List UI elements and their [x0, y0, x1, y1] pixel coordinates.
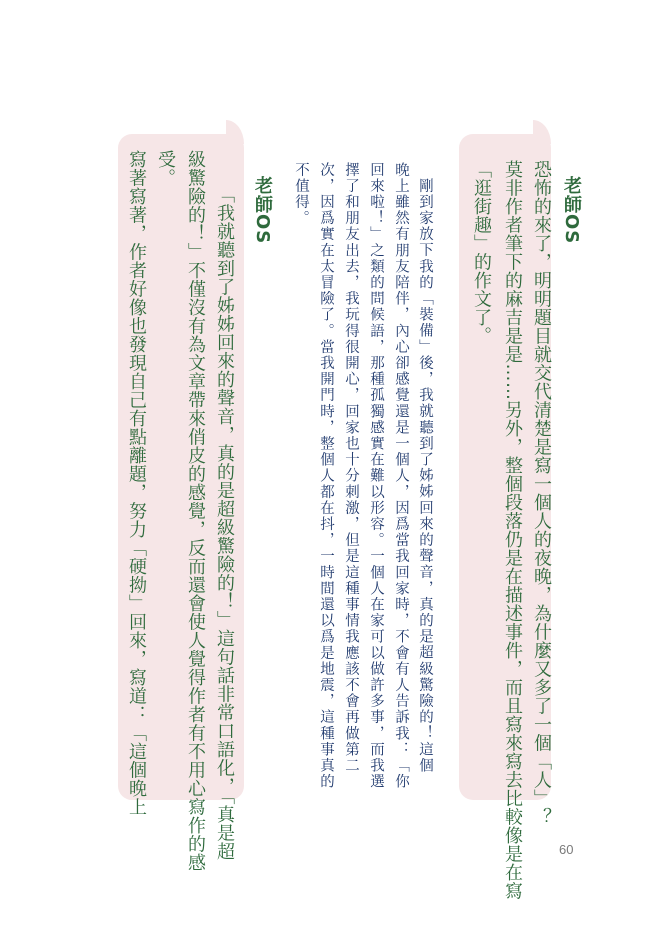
essay-line-3: 回來啦！」之類的問候語，那種孤獨感實在難以形容。一個人在家可以做許多事，而我選 — [368, 162, 384, 790]
essay-line-2: 晚上雖然有朋友陪伴，內心卻感覺還是一個人，因爲當我回家時，不會有人告訴我：「你 — [393, 162, 409, 790]
left-teacher-os-label: 老師OS — [252, 176, 273, 245]
essay-line-6: 不值得。 — [293, 162, 309, 227]
left-comment-line-4: 寫著寫著，作者好像也發現自己有點離題，努力「硬拗」回來，寫道：「這個晚上 — [126, 150, 147, 816]
left-comment-line-3: 受。 — [155, 150, 176, 187]
right-bubble-tail — [533, 120, 551, 144]
left-comment-line-2: 級驚險的！」不僅沒有為文章帶來俏皮的感覺，反而還會使人覺得作者有不用心寫作的感 — [185, 150, 206, 872]
right-comment-line-1: 恐怖的來了，明明題目就交代清楚是寫一個人的夜晚，為什麼又多了一個「人」？ — [531, 160, 552, 826]
left-comment-line-1: 「我就聽到了姊姊回來的聲音，真的是超級驚險的！」這句話非常口語化，「真是超 — [214, 185, 235, 861]
page-number: 60 — [559, 842, 574, 857]
right-teacher-os-label: 老師OS — [561, 176, 582, 245]
essay-line-5: 次，因爲實在太冒險了。當我開門時，整個人都在抖，一時間還以爲是地震，這種事真的 — [318, 162, 334, 790]
essay-line-4: 擇了和朋友出去，我玩得很開心，回家也十分刺激，但是這種事情我應該不會再做第二 — [343, 162, 359, 774]
essay-line-1: 剛到家放下我的「裝備」後，我就聽到了姊姊回來的聲音，真的是超級驚險的！這個 — [417, 178, 433, 774]
right-comment-line-3: 「逛街趣」的作文了。 — [471, 160, 492, 345]
right-comment-line-2: 莫非作者筆下的麻吉是是……另外，整個段落仍是在描述事件，而且寫來寫去比較像是在寫 — [502, 160, 523, 900]
left-bubble-tail — [226, 120, 244, 144]
